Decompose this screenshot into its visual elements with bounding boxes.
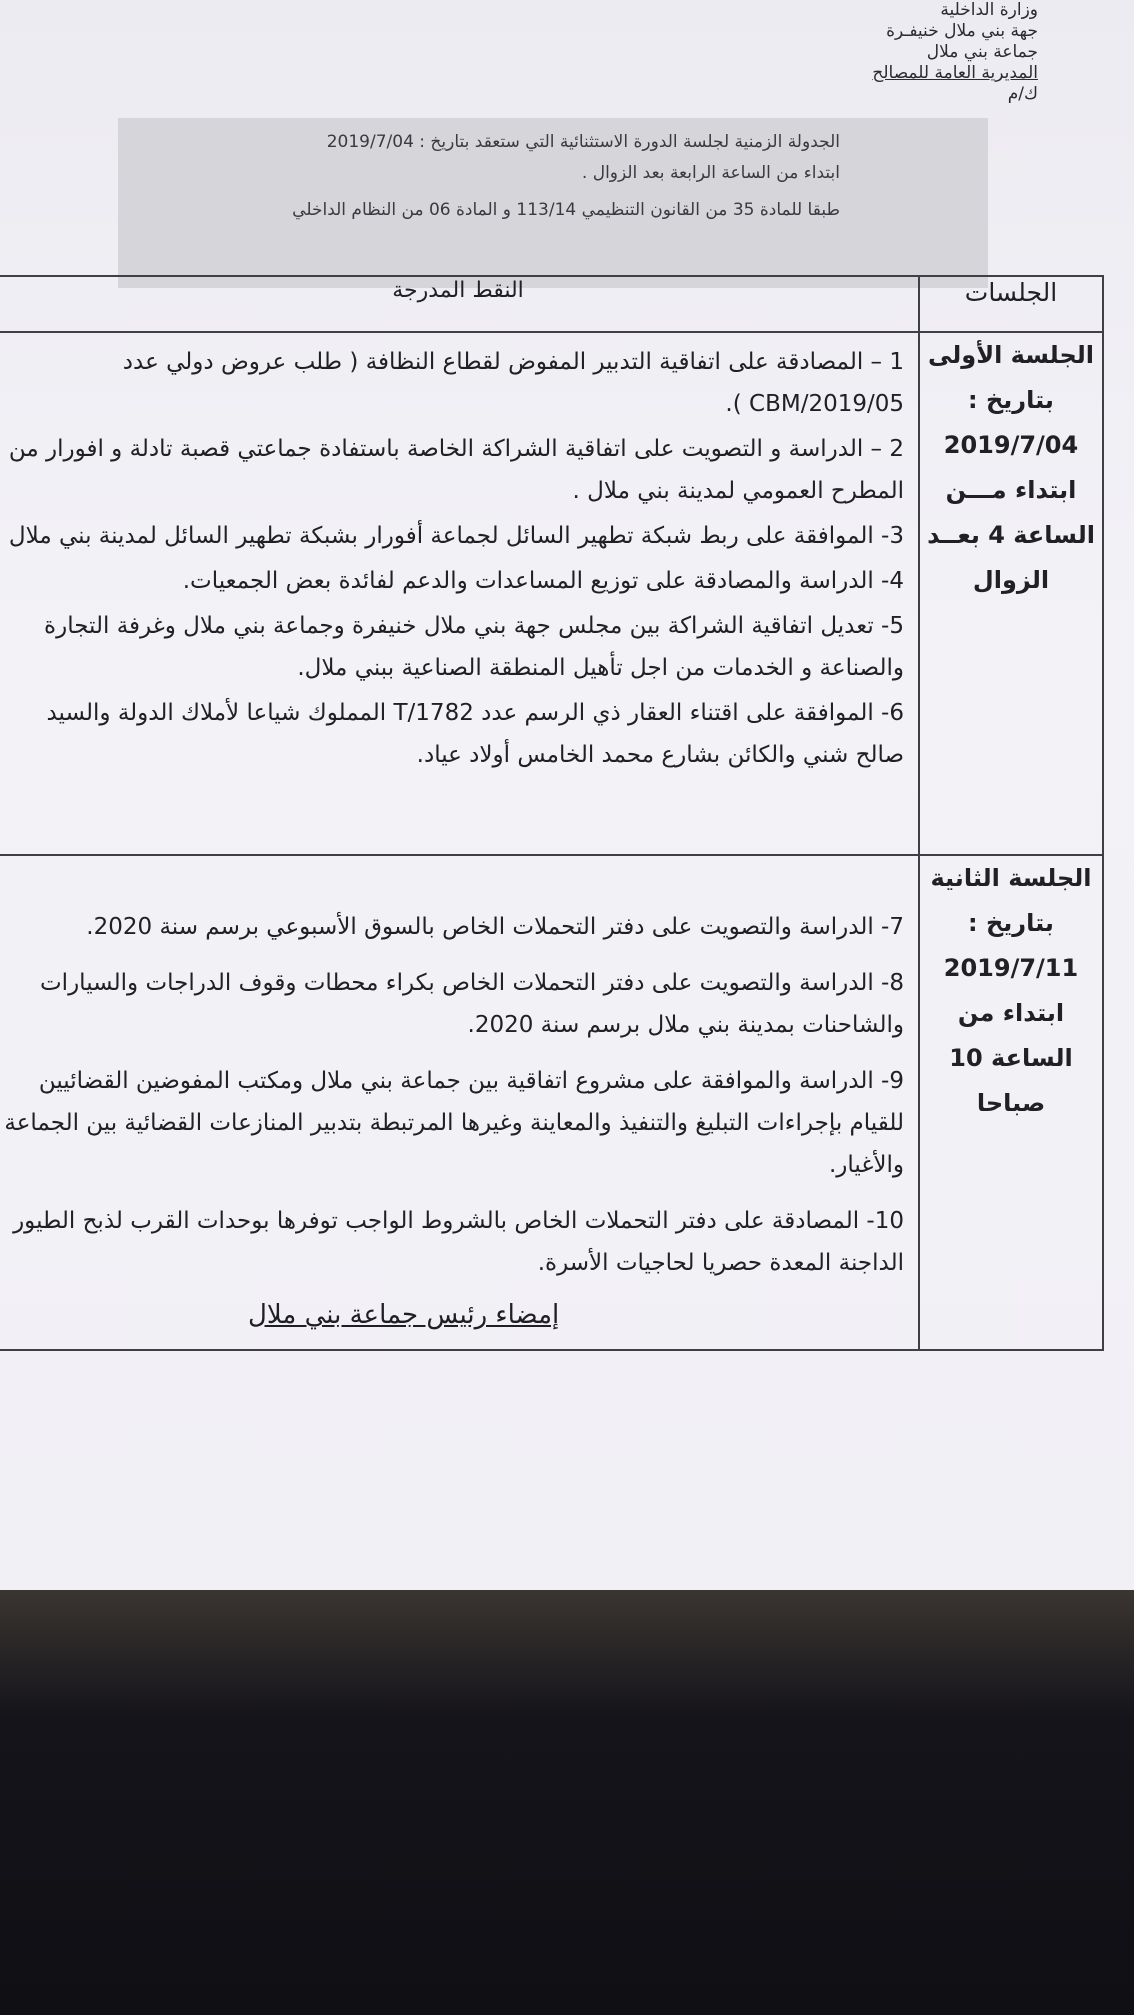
agenda-item: 1 – المصادقة على اتفاقية التدبير المفوض لقطاع النظافة ( طلب عروض دولي عدد CBM/2019/05 ). <box>122 349 904 417</box>
region-line: جهة بني ملال خنيفـرة <box>886 21 1038 41</box>
intro-line-3: طبقا للمادة 35 من القانون التنظيمي 113/14 و المادة 06 من النظام الداخلي <box>292 200 840 220</box>
session-row <box>0 332 1103 855</box>
intro-line-1: الجدولة الزمنية لجلسة الدورة الاستثنائية التي ستعقد بتاريخ : 2019/7/04 <box>326 132 840 152</box>
items-column-header: النقط المدرجة <box>0 276 919 332</box>
schedule-table <box>0 275 1104 1351</box>
session-row <box>0 855 1103 1350</box>
table-header-row <box>0 276 1103 332</box>
background-surface <box>0 1590 1134 2015</box>
directorate-line: المديرية العامة للمصالح <box>872 63 1038 83</box>
signature-line: إمضاء رئيس جماعة بني ملال <box>248 1300 560 1330</box>
commune-line: جماعة بني ملال <box>926 42 1038 62</box>
agenda-item: 9- الدراسة والموافقة على مشروع اتفاقية بين جماعة بني ملال ومكتب المفوضين القضائيين للقيام بإجراءات التبليغ والتنفيذ والمعاينة وغيرها المرتبطة بتدبير المنازعات القضائية بين الجماعة والأغيار. <box>4 1068 904 1178</box>
session-2-label: الجلسة الثانية بتاريخ : 2019/7/11 ابتداء من الساعة 10 صباحا <box>919 855 1103 1350</box>
agenda-item: 2 – الدراسة و التصويت على اتفاقية الشراكة الخاصة باستفادة جماعتي قصبة تادلة و افورار من المطرح العمومي لمدينة بني ملال . <box>8 436 904 504</box>
ministry-line: وزارة الداخلية <box>940 0 1038 20</box>
session-1-label: الجلسة الأولى بتاريخ : 2019/7/04 ابتداء مـــن الساعة 4 بعــد الزوال <box>919 332 1103 855</box>
agenda-item: 3- الموافقة على ربط شبكة تطهير السائل لجماعة أفورار بشبكة تطهير السائل لمدينة بني ملال <box>8 523 904 549</box>
reference-line: ك/م <box>1007 84 1038 104</box>
session-2-items <box>0 855 919 1350</box>
agenda-item: 7- الدراسة والتصويت على دفتر التحملات الخاص بالسوق الأسبوعي برسم سنة 2020. <box>86 914 904 940</box>
agenda-item: 6- الموافقة على اقتناء العقار ذي الرسم عدد T/1782 المملوك شياعا لأملاك الدولة والسيد صالح شني والكائن بشارع محمد الخامس أولاد عياد. <box>46 700 904 768</box>
agenda-item: 4- الدراسة والمصادقة على توزيع المساعدات والدعم لفائدة بعض الجمعيات. <box>182 568 904 594</box>
intro-line-2: ابتداء من الساعة الرابعة بعد الزوال . <box>581 163 840 183</box>
sessions-column-header: الجلسات <box>919 276 1103 332</box>
agenda-item: 8- الدراسة والتصويت على دفتر التحملات الخاص بكراء محطات وقوف الدراجات والسيارات والشاحنات بمدينة بني ملال برسم سنة 2020. <box>40 970 904 1038</box>
agenda-item: 10- المصادقة على دفتر التحملات الخاص بالشروط الواجب توفرها بوحدات القرب لذبح الطيور الداجنة المعدة حصريا لحاجيات الأسرة. <box>13 1208 904 1276</box>
session-1-items <box>0 332 919 855</box>
letterhead <box>798 0 1038 105</box>
agenda-item: 5- تعديل اتفاقية الشراكة بين مجلس جهة بني ملال خنيفرة وجماعة بني ملال وغرفة التجارة والصناعة و الخدمات من اجل تأهيل المنطقة الصناعية ببني ملال. <box>44 613 904 681</box>
